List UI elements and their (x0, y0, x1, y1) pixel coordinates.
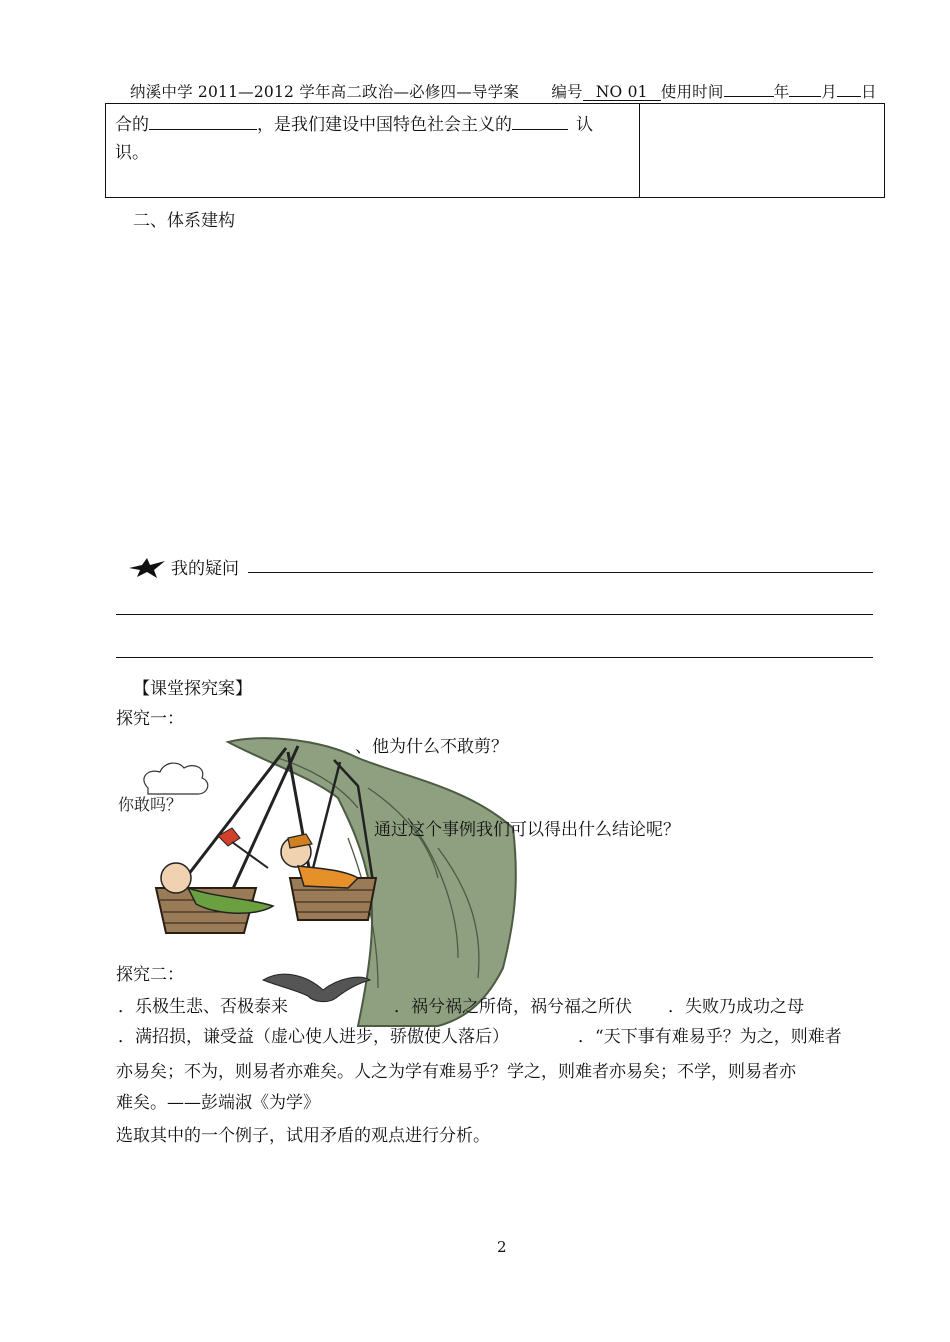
question-line-2[interactable] (116, 614, 873, 615)
inquiry-1-title: 探究一： (116, 709, 184, 729)
inquiry-2-example-4: ．满招损，谦受益（虚心使人进步，骄傲使人落后） (118, 1027, 509, 1047)
table-divider (639, 104, 640, 197)
inquiry-2-title: 探究二： (116, 965, 184, 985)
inquiry-2-example-1: ．乐极生悲、否极泰来 (118, 997, 288, 1017)
fill-blank-1[interactable] (149, 114, 257, 130)
section-system-title: 二、体系建构 (133, 211, 235, 231)
inquiry-2-example-3: ．失败乃成功之母 (668, 997, 804, 1017)
question-line-3[interactable] (116, 657, 873, 658)
fill-blank-2[interactable] (512, 114, 568, 130)
month-label: 月 (821, 83, 837, 101)
cartoon-speech-text: 你敢吗？ (118, 795, 183, 814)
inquiry-1-question-2: 通过这个事例我们可以得出什么结论呢？ (374, 820, 680, 840)
number-value: NO 01 (583, 85, 661, 101)
table-line-1 (115, 110, 593, 135)
inquiry-2-example-5: ．“天下事有难易乎？为之，则难者 (578, 1027, 842, 1047)
inquiry-1-question-1: 、他为什么不敢剪？ (355, 737, 508, 757)
inquiry-2-text-line-4: 难矣。——彭端淑《为学》 (116, 1093, 320, 1113)
page-header (130, 80, 877, 102)
bird-icon (128, 556, 166, 580)
month-blank (789, 96, 821, 97)
day-blank (837, 96, 861, 97)
table-text-prefix: 合的 (115, 115, 149, 135)
year-label: 年 (773, 83, 790, 101)
review-table (105, 103, 885, 198)
class-inquiry-title: 【课堂探究案】 (133, 679, 252, 699)
time-label: 使用时间 (660, 83, 724, 101)
table-text-suffix: 认 (576, 115, 593, 135)
inquiry-2-instruction: 选取其中的一个例子，试用矛盾的观点进行分析。 (116, 1126, 490, 1146)
table-line-2: 识。 (115, 143, 149, 163)
day-label: 日 (860, 83, 877, 101)
year-blank (724, 96, 774, 97)
inquiry-2-example-2: ．祸兮祸之所倚，祸兮福之所伏 (394, 997, 632, 1017)
school-title: 纳溪中学 2011—2012 学年高二政治—必修四—导学案 (130, 83, 520, 101)
table-text-middle: ，是我们建设中国特色社会主义的 (257, 115, 512, 135)
question-label: 我的疑问 (171, 559, 239, 579)
number-label: 编号 (551, 83, 583, 101)
page-number: 2 (497, 1238, 507, 1256)
inquiry-2-text-line-3: 亦易矣；不为，则易者亦难矣。人之为学有难易乎？学之，则难者亦易矣；不学，则易者亦 (116, 1062, 796, 1082)
question-line-1[interactable] (248, 572, 873, 573)
